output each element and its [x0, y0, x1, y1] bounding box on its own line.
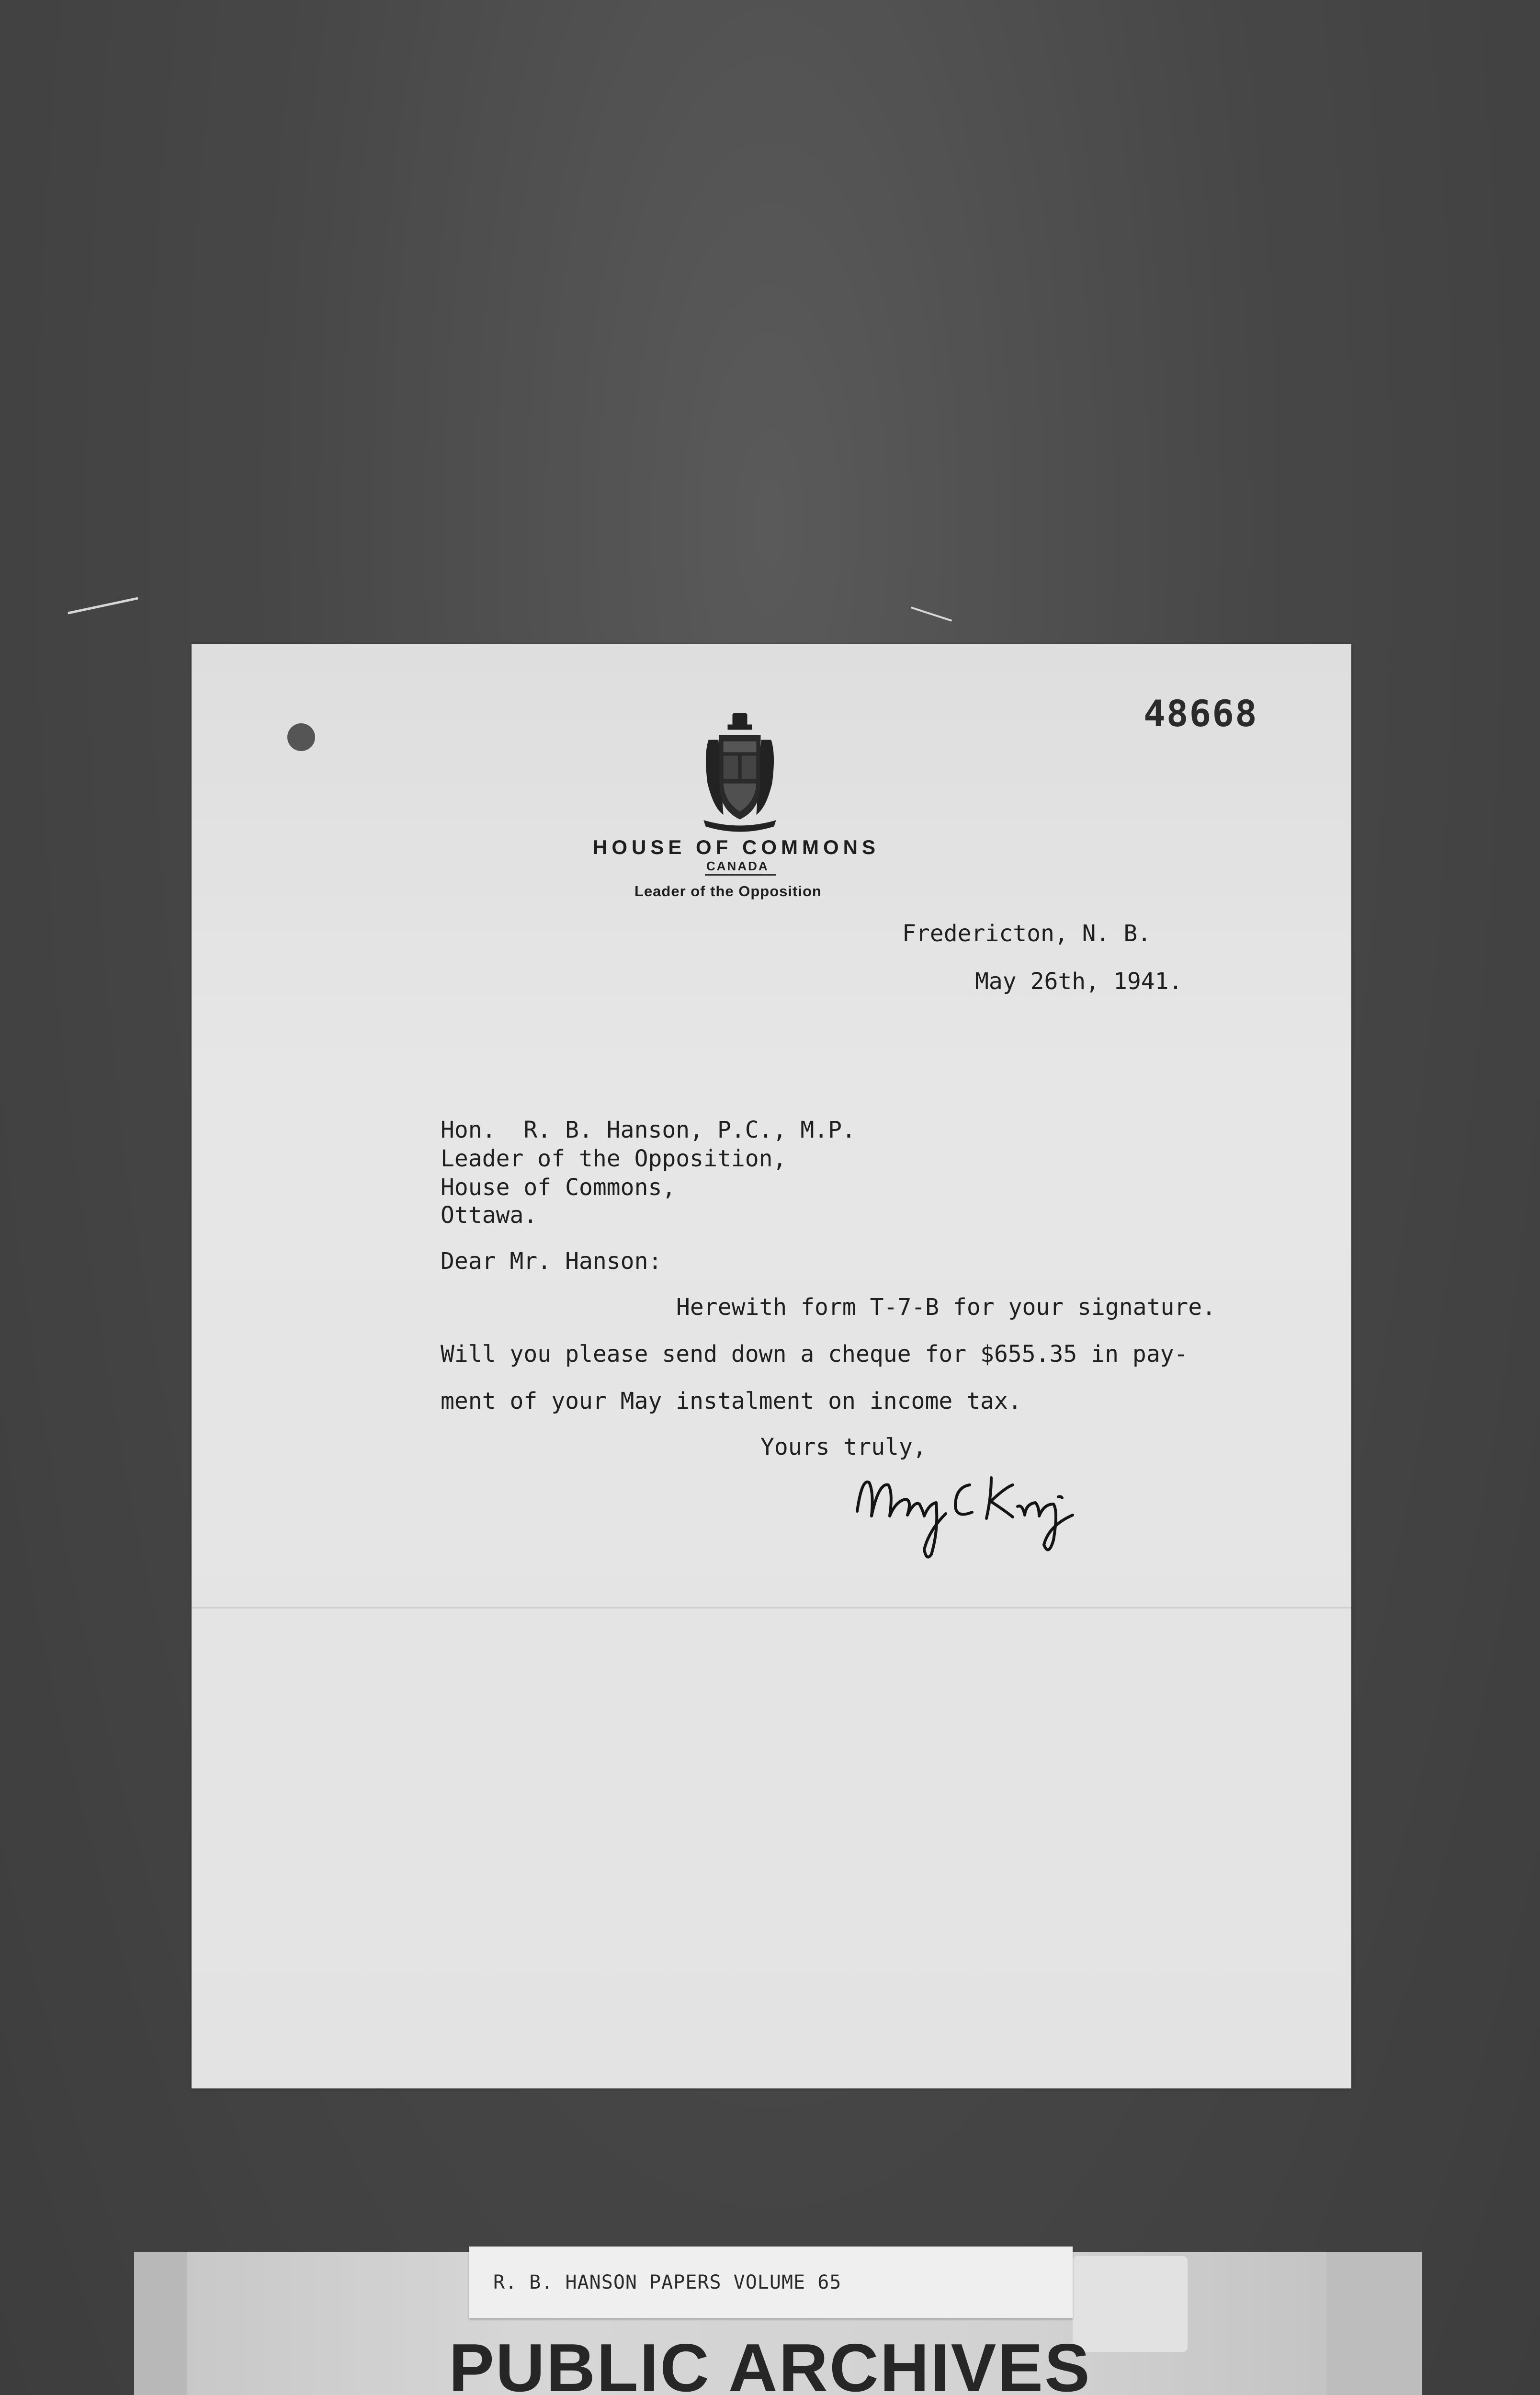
film-scratch [68, 597, 138, 614]
letterhead-office: Leader of the Opposition [634, 883, 822, 900]
recipient-line: Leader of the Opposition, [441, 1145, 787, 1172]
volume-label [469, 2247, 1073, 2318]
letterhead-country: CANADA [706, 859, 769, 873]
letter-place: Fredericton, N. B. [902, 920, 1152, 947]
film-scratch [911, 606, 952, 622]
handwritten-signature [848, 1459, 1116, 1569]
folio-number: 48668 [1144, 692, 1258, 735]
letter-date: May 26th, 1941. [975, 968, 1183, 995]
punch-hole [287, 723, 315, 751]
letter-sheet [192, 644, 1351, 2088]
letterhead-rule [705, 874, 776, 876]
archive-title-en: PUBLIC ARCHIVES [449, 2330, 1091, 2395]
recipient-line: House of Commons, [441, 1174, 676, 1201]
closing: Yours truly, [760, 1434, 927, 1460]
body-line: Will you please send down a cheque for $655.35 in pay- [441, 1341, 1188, 1368]
recipient-line: Hon. R. B. Hanson, P.C., M.P. [441, 1117, 856, 1143]
recipient-line: Ottawa. [441, 1202, 538, 1229]
fold-line [192, 1607, 1351, 1608]
volume-label-text: R. B. HANSON PAPERS VOLUME 65 [493, 2271, 842, 2293]
salutation: Dear Mr. Hanson: [441, 1248, 662, 1275]
coat-of-arms-icon [690, 711, 790, 833]
body-line: ment of your May instalment on income tax. [441, 1388, 1022, 1414]
body-line: Herewith form T-7-B for your signature. [676, 1294, 1216, 1321]
letterhead-house: HOUSE OF COMMONS [593, 836, 880, 858]
